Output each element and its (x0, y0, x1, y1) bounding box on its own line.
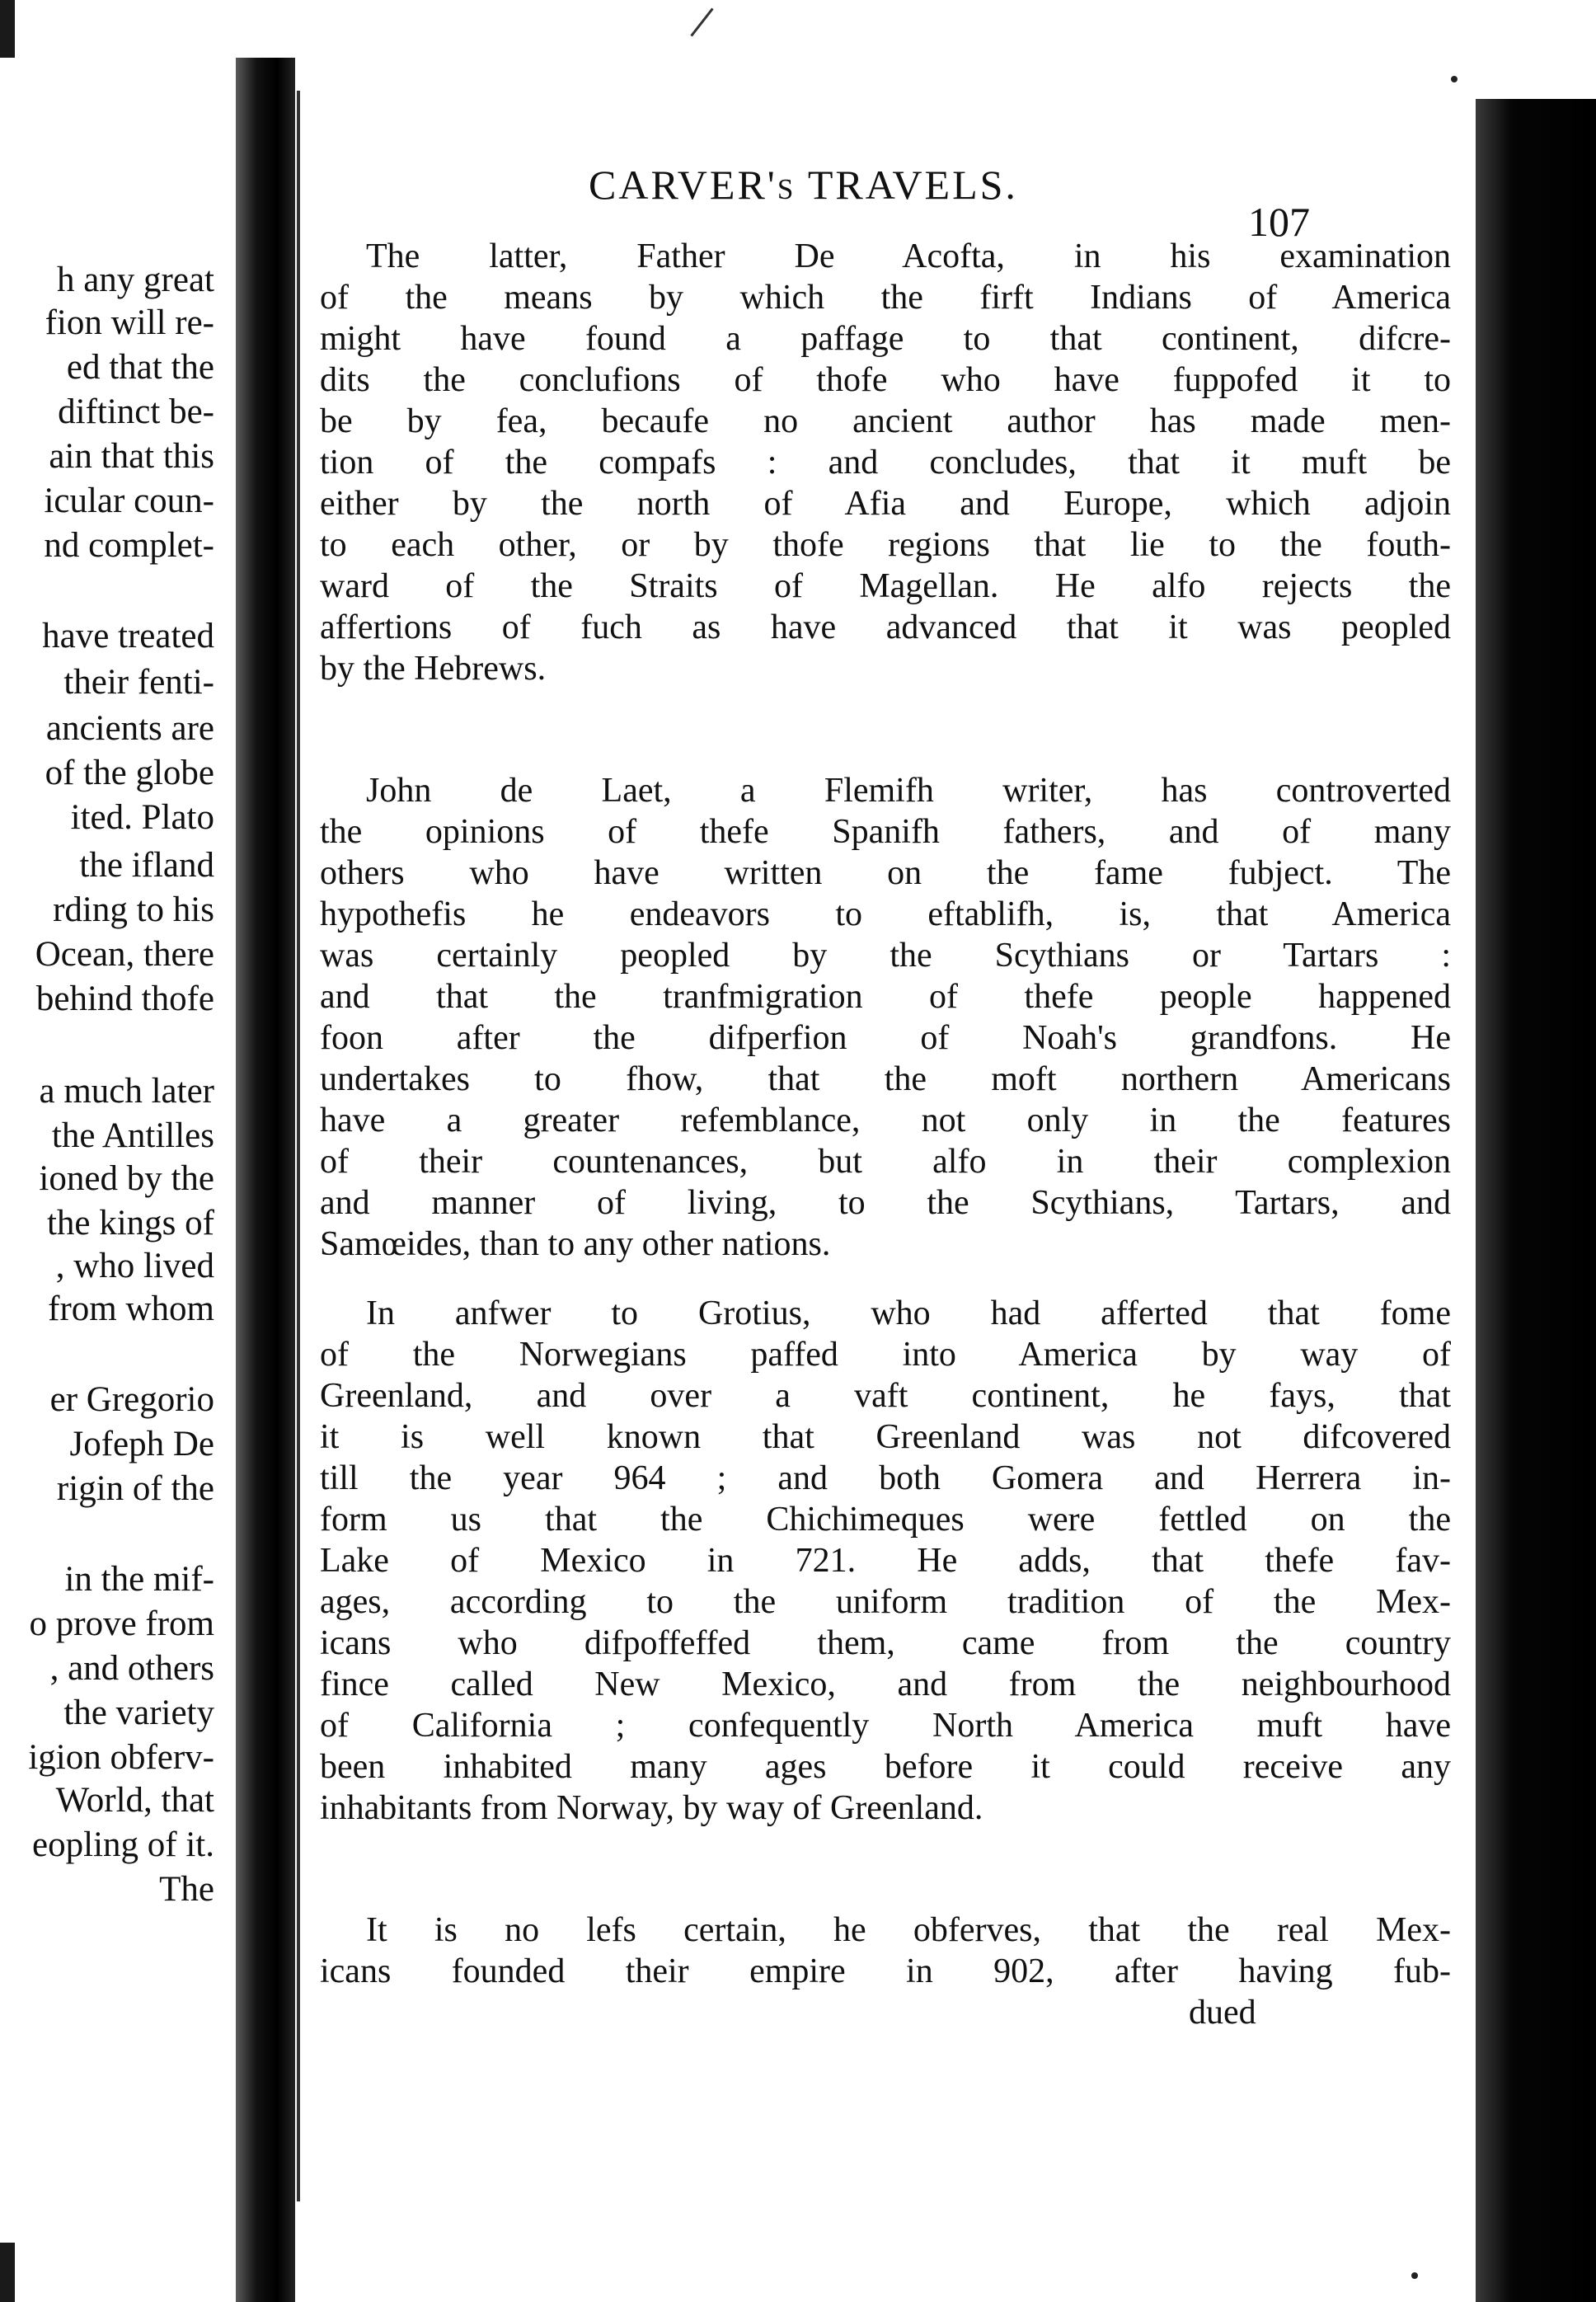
left-page-line: World, that (55, 1781, 214, 1820)
left-page-line: , who lived (55, 1247, 214, 1285)
left-page-line: Ocean, there (35, 935, 214, 974)
body-text-line: John de Laet, a Flemifh writer, has controverted (366, 773, 1451, 810)
left-page-line: , and others (49, 1649, 214, 1688)
body-text-line: to each other, or by thofe regions that lie to the fouth- (320, 528, 1451, 564)
left-page-line: the ifland (79, 846, 214, 885)
right-edge-shadow (1476, 99, 1596, 2302)
body-text-line: be by fea, becaufe no ancient author has made men- (320, 404, 1451, 440)
left-page-line: behind thofe (35, 980, 214, 1018)
left-page-line: rding to his (53, 890, 214, 929)
body-text-line: In anfwer to Grotius, who had afferted that fome (366, 1296, 1451, 1332)
body-text-line: The latter, Father De Acofta, in his examination (366, 239, 1451, 275)
body-text-line: tion of the compafs : and concludes, that it muft be (320, 445, 1451, 482)
page-number: 107 (1248, 199, 1310, 245)
left-page-line: nd complet- (44, 526, 214, 565)
body-text-line: form us that the Chichimeques were fettled on the (320, 1502, 1451, 1539)
body-text-line: Lake of Mexico in 721. He adds, that thefe fav- (320, 1543, 1451, 1580)
body-text-line: foon after the difperfion of Noah's grandfons. He (320, 1021, 1451, 1057)
left-page-line: of the globe (45, 754, 214, 792)
left-page-line: in the mif- (64, 1560, 214, 1599)
left-page-line: the kings of (46, 1204, 214, 1243)
book-gutter (236, 58, 295, 2302)
body-text-line: of California ; confequently North America muft have (320, 1708, 1451, 1745)
left-page-line: ioned by the (39, 1159, 214, 1198)
body-text-line: ages, according to the uniform tradition of the Mex- (320, 1585, 1451, 1621)
body-text-line: Samœides, than to any other nations. (320, 1225, 831, 1263)
left-facing-page (0, 58, 242, 2243)
body-text-line: of their countenances, but alfo in their complexion (320, 1144, 1451, 1181)
body-text-line: hypothefis he endeavors to eftablifh, is, that America (320, 897, 1451, 933)
scan-speck (1451, 76, 1458, 82)
body-text-line: been inhabited many ages before it could receive any (320, 1750, 1451, 1786)
body-text-line: icans founded their empire in 902, after having fub- (320, 1954, 1451, 1990)
body-text-line: have a greater refemblance, not only in the features (320, 1103, 1451, 1139)
scan-scratch-mark (690, 8, 713, 37)
left-page-line: o prove from (29, 1604, 214, 1643)
left-page-line: their fenti- (63, 663, 214, 702)
running-head: CARVER's TRAVELS. (589, 162, 1018, 208)
left-page-line: The (159, 1870, 214, 1909)
body-text-line: inhabitants from Norway, by way of Greenland. (320, 1789, 983, 1827)
left-page-line: ain that this (49, 437, 214, 476)
left-page-line: icular coun- (44, 482, 214, 520)
left-page-line: diftinct be- (58, 392, 214, 431)
left-page-line: fion will re- (45, 303, 214, 342)
body-text-line: by the Hebrews. (320, 650, 547, 688)
body-text-line: fince called New Mexico, and from the neighbourhood (320, 1667, 1451, 1703)
left-page-line: ited. Plato (70, 798, 214, 837)
left-page-line: er Gregorio (49, 1380, 214, 1419)
left-page-line: have treated (42, 617, 214, 655)
main-page (297, 91, 1487, 2201)
body-text-line: It is no lefs certain, he obferves, that the real Mex- (366, 1913, 1451, 1949)
body-text-line: undertakes to fhow, that the moft northern Americans (320, 1062, 1451, 1098)
body-text-line: dued (1189, 1994, 1256, 2032)
body-text-line: till the year 964 ; and both Gomera and Herrera in- (320, 1461, 1451, 1497)
body-text-line: ward of the Straits of Magellan. He alfo rejects the (320, 569, 1451, 605)
body-text-line: icans who difpoffeffed them, came from the country (320, 1626, 1451, 1662)
body-text-line: Greenland, and over a vaft continent, he fays, that (320, 1379, 1451, 1415)
body-text-line: affertions of fuch as have advanced that it was peopled (320, 610, 1451, 646)
body-text-line: might have found a paffage to that continent, difcre- (320, 322, 1451, 358)
body-text-line: of the Norwegians paffed into America by way of (320, 1337, 1451, 1374)
left-page-line: eopling of it. (32, 1825, 214, 1864)
left-page-line: rigin of the (56, 1469, 214, 1508)
left-page-line: the Antilles (51, 1116, 214, 1155)
left-page-line: ed that the (66, 348, 214, 387)
left-page-line: from whom (48, 1290, 214, 1328)
scan-speck (1411, 2272, 1418, 2279)
left-page-line: a much later (39, 1072, 214, 1111)
body-text-line: the opinions of thefe Spanifh fathers, and of many (320, 815, 1451, 851)
left-page-line: h any great (56, 261, 214, 299)
left-page-line: the variety (63, 1694, 214, 1732)
left-page-line: igion obferv- (28, 1738, 214, 1777)
body-text-line: was certainly peopled by the Scythians or Tartars : (320, 938, 1451, 975)
body-text-line: of the means by which the firft Indians of America (320, 280, 1451, 317)
left-page-line: ancients are (45, 709, 214, 748)
body-text-line: and manner of living, to the Scythians, Tartars, and (320, 1186, 1451, 1222)
body-text-line: others who have written on the fame fubject. The (320, 856, 1451, 892)
body-text-line: it is well known that Greenland was not difcovered (320, 1420, 1451, 1456)
body-text-line: and that the tranfmigration of thefe people happened (320, 980, 1451, 1016)
left-page-line: Jofeph De (69, 1425, 214, 1463)
body-text-line: dits the conclufions of thofe who have fuppofed it to (320, 363, 1451, 399)
body-text-line: either by the north of Afia and Europe, which adjoin (320, 486, 1451, 523)
